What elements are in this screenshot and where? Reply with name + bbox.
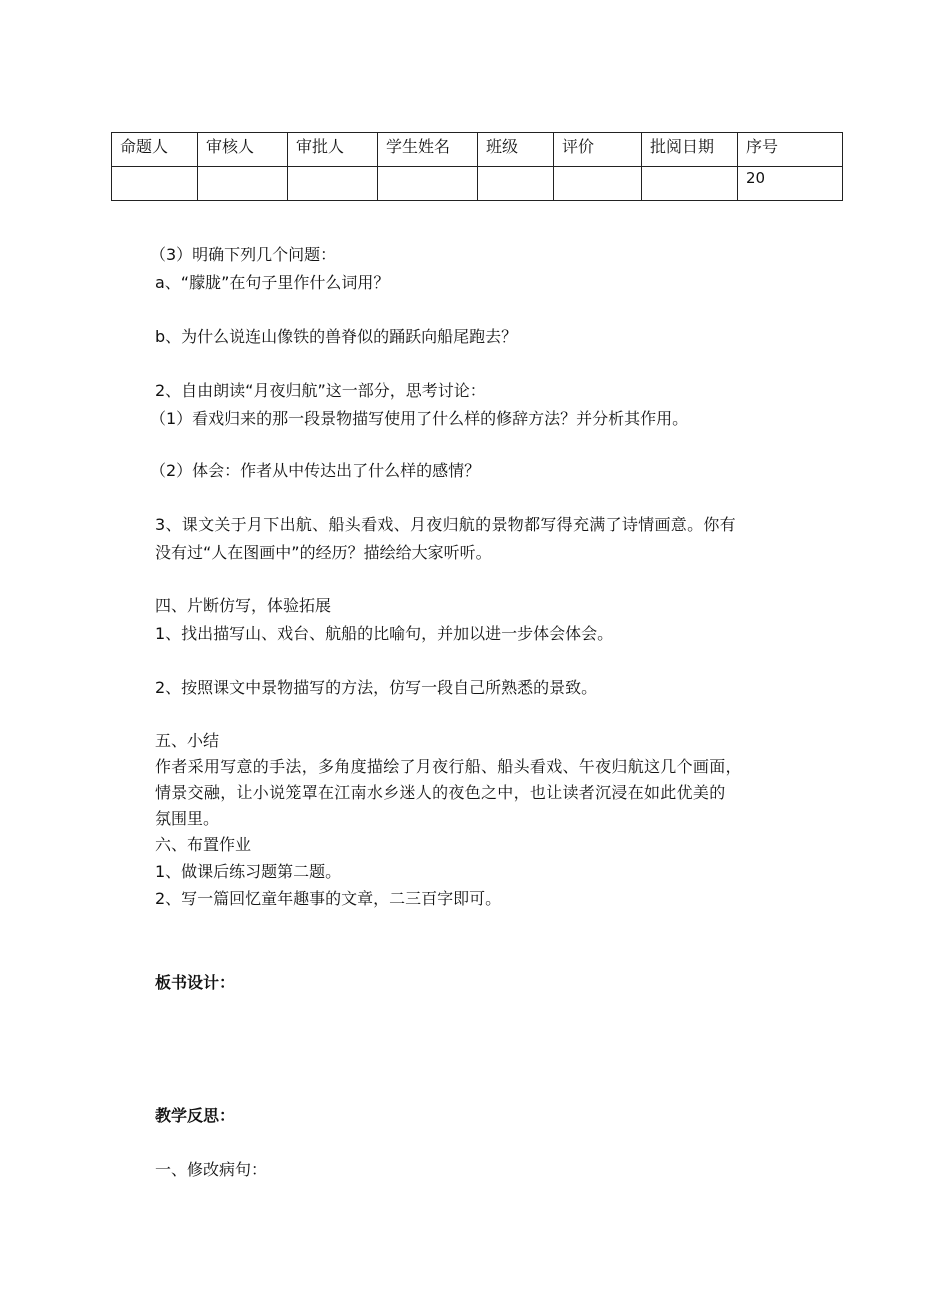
summary-line-2: 情景交融，让小说笼罩在江南水乡迷人的夜色之中，也让读者沉浸在如此优美的 — [155, 783, 726, 802]
question-b: b、为什么说连山像铁的兽脊似的踊跃向船尾跑去？ — [155, 327, 518, 346]
header-cell: 审批人 — [288, 133, 378, 167]
header-cell: 审核人 — [198, 133, 288, 167]
table-header-row — [112, 133, 843, 167]
summary-line-1: 作者采用写意的手法，多角度描绘了月夜行船、船头看戏、午夜归航这几个画面， — [155, 757, 742, 776]
section-2-heading: 2、自由朗读“月夜归航”这一部分，思考讨论： — [155, 381, 486, 400]
section-4-item-2: 2、按照课文中景物描写的方法，仿写一段自己所熟悉的景致。 — [155, 678, 598, 697]
header-cell: 序号 — [738, 133, 843, 167]
homework-item-1: 1、做课后练习题第二题。 — [155, 862, 342, 881]
header-cell: 班级 — [478, 133, 554, 167]
board-design-heading: 板书设计： — [155, 973, 236, 992]
section-4-item-1: 1、找出描写山、戏台、航船的比喻句，并加以进一步体会体会。 — [155, 624, 614, 643]
section-3-line-2: 没有过“人在图画中”的经历？描绘给大家听听。 — [155, 543, 492, 562]
serial-number-cell: 20 — [738, 167, 843, 201]
value-cell — [198, 167, 288, 201]
summary-line-3: 氛围里。 — [155, 809, 220, 828]
value-cell — [378, 167, 478, 201]
homework-item-2: 2、写一篇回忆童年趣事的文章，二三百字即可。 — [155, 889, 502, 908]
sentence-correction-heading: 一、修改病句： — [155, 1160, 268, 1179]
question-2-1: （1）看戏归来的那一段景物描写使用了什么样的修辞方法？并分析其作用。 — [150, 409, 689, 428]
table-value-row — [112, 167, 843, 201]
section-4-heading: 四、片断仿写，体验拓展 — [155, 596, 332, 615]
section-3-line-1: 3、课文关于月下出航、船头看戏、月夜归航的景物都写得充满了诗情画意。你有 — [155, 515, 736, 534]
value-cell — [642, 167, 738, 201]
value-cell — [112, 167, 198, 201]
section-6-heading: 六、布置作业 — [155, 835, 252, 854]
question-3-heading: （3）明确下列几个问题： — [150, 245, 337, 264]
value-cell — [554, 167, 642, 201]
header-table — [111, 132, 843, 201]
header-cell: 评价 — [554, 133, 642, 167]
header-cell: 命题人 — [112, 133, 198, 167]
question-a: a、“朦胧”在句子里作什么词用？ — [155, 273, 390, 292]
section-5-heading: 五、小结 — [155, 731, 220, 750]
value-cell — [288, 167, 378, 201]
question-2-2: （2）体会：作者从中传达出了什么样的感情？ — [150, 461, 481, 480]
header-cell: 学生姓名 — [378, 133, 478, 167]
teaching-reflection-heading: 教学反思： — [155, 1106, 236, 1125]
header-cell: 批阅日期 — [642, 133, 738, 167]
value-cell — [478, 167, 554, 201]
